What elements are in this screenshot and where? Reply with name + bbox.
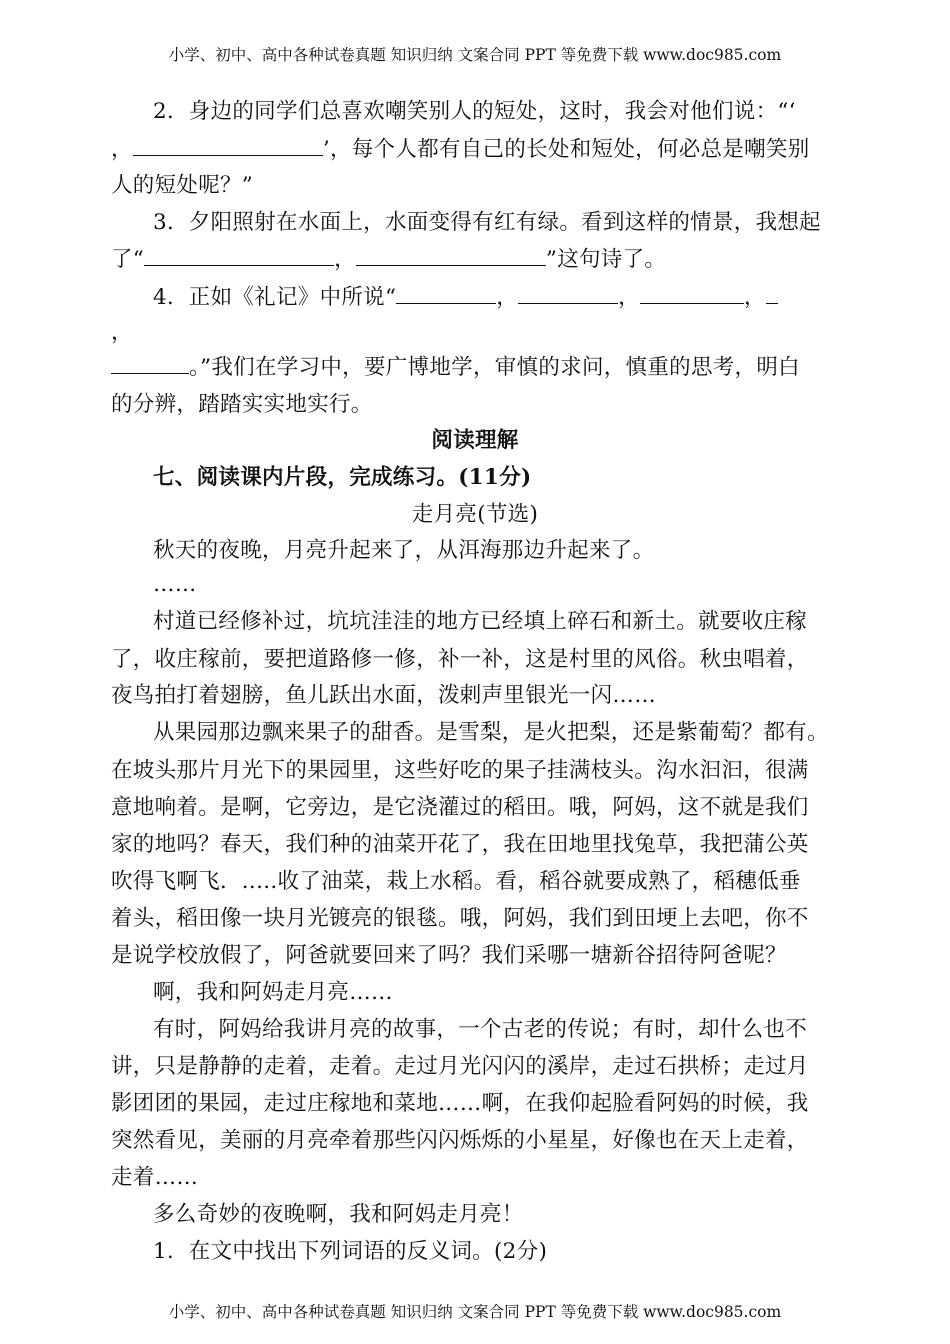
q4-blank-4[interactable] [111,353,189,374]
passage-line: 突然看见，美丽的月亮牵着那些闪闪烁烁的小星星，好像也在天上走着， [111,1128,809,1153]
passage-line: 村道已经修补过，坑坑洼洼的地方已经填上碎石和新土。就要收庄稼 [153,609,808,634]
q3-line-2: 了“ ， ”这句诗了。 [111,247,667,272]
q4-blank-4-start[interactable] [766,283,778,304]
q4-blank-2[interactable] [518,283,618,304]
page-footer: 小学、初中、高中各种试卷真题 知识归纳 文案合同 PPT 等免费下载 www.doc985.com [168,1303,782,1321]
q4-blank-3[interactable] [640,283,744,304]
passage-line: 影团团的果园，走过庄稼地和菜地……啊，在我仰起脸看阿妈的时候，我 [111,1091,809,1116]
page-header: 小学、初中、高中各种试卷真题 知识归纳 文案合同 PPT 等免费下载 www.doc985.com [168,46,782,64]
q2-blank[interactable] [133,135,323,156]
q3-line-1: 3．夕阳照射在水面上，水面变得有红有绿。看到这样的情景，我想起 [153,210,821,235]
passage-line: 是说学校放假了，阿爸就要回来了吗？我们采哪一塘新谷招待阿爸呢？ [111,943,787,968]
passage-title: 走月亮(节选) [411,502,539,527]
passage-line: 从果园那边飘来果子的甜香。是雪梨，是火把梨，还是紫葡萄？都有。 [153,720,829,745]
passage-line: 吹得飞啊飞．.....收了油菜，栽上水稻。看，稻谷就要成熟了，稻穗低垂 [111,869,801,894]
sub-question-1: 1．在文中找出下列词语的反义词。(2分) [153,1239,548,1264]
q4-blank-1[interactable] [396,283,496,304]
q4-line-2: ， [111,320,133,345]
passage-line: 意地响着。是啊，它旁边，是它浇灌过的稻田。哦，阿妈，这不就是我们 [111,795,809,820]
q2-line-2: ， ’，每个人都有自己的长处和短处，何必总是嘲笑别 [111,137,810,162]
passage-line: 啊，我和阿妈走月亮…… [153,980,393,1005]
q7-title: 七、阅读课内片段，完成练习。(11分) [153,465,532,490]
passage-line: 着头，稻田像一块月光镀亮的银毯。哦，阿妈，我们到田埂上去吧，你不 [111,906,809,931]
q2-line-1: 2．身边的同学们总喜欢嘲笑别人的短处，这时，我会对他们说：“‘ [153,99,796,124]
passage-line: 有时，阿妈给我讲月亮的故事，一个古老的传说；有时，却什么也不 [153,1017,808,1042]
q3-blank-2[interactable] [356,245,546,266]
passage-line: 讲，只是静静的走着，走着。走过月光闪闪的溪岸，走过石拱桥；走过月 [111,1054,809,1079]
q4-line-4: 的分辨，踏踏实实地实行。 [111,392,373,417]
q3-blank-1[interactable] [144,245,334,266]
passage-line: 秋天的夜晚，月亮升起来了，从洱海那边升起来了。 [153,538,655,563]
passage-line: 了，收庄稼前，要把道路修一修，补一补，这是村里的风俗。秋虫唱着， [111,647,809,672]
passage-line: 在坡头那片月光下的果园里，这些好吃的果子挂满枝头。沟水汩汩，很满 [111,758,809,783]
q2-line-3: 人的短处呢？” [111,173,254,198]
passage-line: 走着…… [111,1165,199,1190]
q4-line-3: 。”我们在学习中，要广博地学，审慎的求问，慎重的思考，明白 [111,353,800,383]
passage-line: …… [153,572,197,597]
q4-line-1: 4．正如《礼记》中所说“ ， ， ， [153,283,778,313]
passage-line: 夜鸟拍打着翅膀，鱼儿跃出水面，泼剌声里银光一闪…… [111,683,657,708]
passage-line: 多么奇妙的夜晚啊，我和阿妈走月亮！ [153,1202,524,1227]
section-title: 阅读理解 [431,428,519,453]
passage-line: 家的地吗？春天，我们种的油菜开花了，我在田地里找兔草，我把蒲公英 [111,832,809,857]
